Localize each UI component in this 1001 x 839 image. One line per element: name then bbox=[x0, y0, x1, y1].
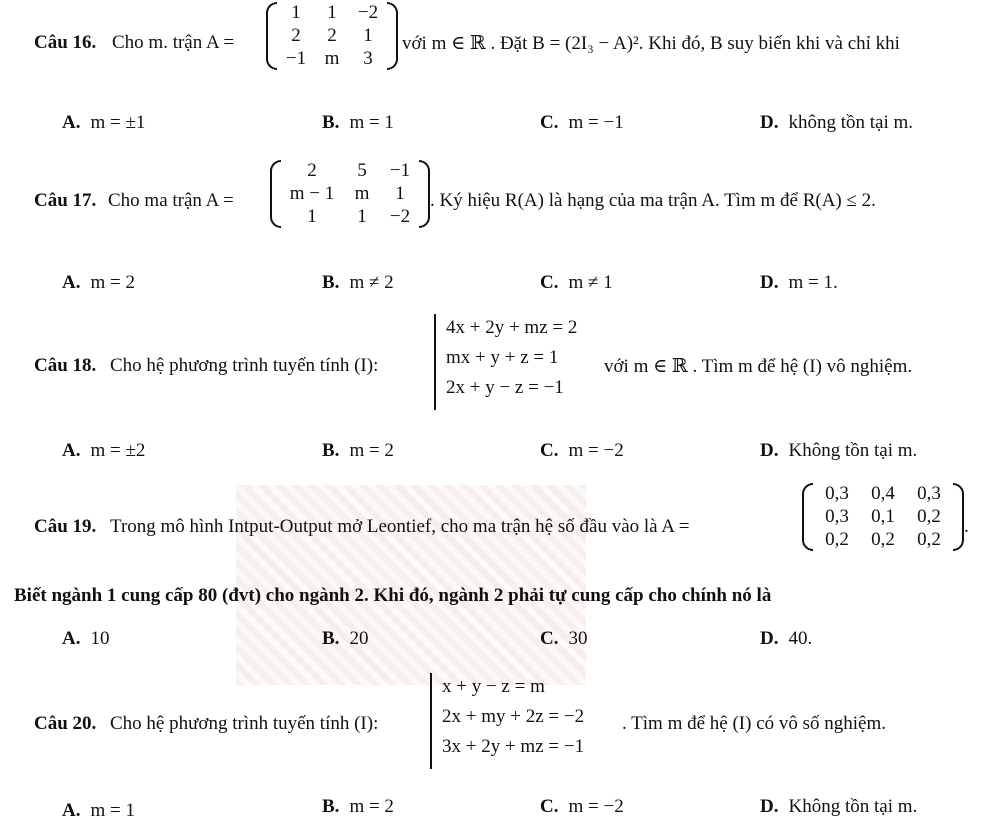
matrix-cell: m bbox=[324, 47, 340, 69]
matrix-cell: 0,2 bbox=[917, 505, 941, 527]
matrix-cell: 1 bbox=[291, 2, 301, 23]
matrix-cell: 0,3 bbox=[825, 483, 849, 504]
matrix-cell: −1 bbox=[389, 160, 411, 181]
matrix-cell: m − 1 bbox=[289, 182, 335, 204]
option-b: B. 20 bbox=[322, 628, 369, 649]
question-stem-line2: Biết ngành 1 cung cấp 80 (đvt) cho ngành 2. Khi đó, ngành 2 phải tự cung cấp cho chính nó là bbox=[14, 585, 772, 606]
option-c: C. m = −2 bbox=[540, 796, 624, 817]
equation: x + y − z = m bbox=[442, 676, 545, 697]
matrix-cell: −2 bbox=[357, 2, 379, 23]
equation: 3x + 2y + mz = −1 bbox=[442, 736, 585, 757]
matrix-cell: 1 bbox=[327, 2, 337, 23]
matrix-cell: 0,2 bbox=[871, 528, 895, 550]
option-b: B. m = 2 bbox=[322, 440, 394, 461]
question-label: Câu 18. bbox=[34, 355, 97, 376]
matrix-cell: −1 bbox=[285, 47, 307, 69]
matrix-cell: 0,1 bbox=[871, 505, 895, 527]
question-label: Câu 19. bbox=[34, 516, 97, 537]
matrix-a bbox=[282, 160, 418, 228]
option-c: C. m = −1 bbox=[540, 112, 624, 133]
matrix-cell: 0,4 bbox=[871, 483, 895, 504]
question-stem-pre: Cho m. trận A = bbox=[112, 32, 235, 53]
system-brace bbox=[430, 673, 440, 769]
option-c: C. m ≠ 1 bbox=[540, 272, 613, 293]
option-a: A. m = 1 bbox=[62, 800, 135, 821]
question-stem-pre: Cho hệ phương trình tuyến tính (I): bbox=[110, 713, 379, 734]
equation: mx + y + z = 1 bbox=[446, 347, 559, 368]
matrix-cell: 5 bbox=[357, 160, 367, 181]
equation-system bbox=[446, 316, 577, 406]
option-a: A. m = ±2 bbox=[62, 440, 146, 461]
equation: 2x + y − z = −1 bbox=[446, 377, 564, 398]
matrix-cell: 0,3 bbox=[917, 483, 941, 504]
matrix-cell: 2 bbox=[291, 24, 301, 46]
matrix-cell: −2 bbox=[389, 205, 411, 227]
matrix-cell: m bbox=[354, 182, 370, 204]
matrix-cell: 1 bbox=[363, 24, 373, 46]
question-stem-post: . Tìm m để hệ (I) có vô số nghiệm. bbox=[622, 713, 887, 734]
option-b: B. m = 1 bbox=[322, 112, 394, 133]
question-stem-post: . Ký hiệu R(A) là hạng của ma trận A. Tìm m để R(A) ≤ 2. bbox=[430, 190, 876, 211]
matrix-cell: 0,3 bbox=[825, 505, 849, 527]
question-label: Câu 17. bbox=[34, 190, 97, 211]
question-stem-post: với m ∈ ℝ . Tìm m để hệ (I) vô nghiệm. bbox=[604, 356, 913, 377]
option-a: A. m = 2 bbox=[62, 272, 135, 293]
option-d: D. Không tồn tại m. bbox=[760, 440, 918, 461]
matrix-cell: 1 bbox=[357, 205, 367, 227]
option-a: A. 10 bbox=[62, 628, 110, 649]
matrix-cell: 0,2 bbox=[825, 528, 849, 550]
equation: 4x + 2y + mz = 2 bbox=[446, 317, 578, 338]
question-stem-post: . bbox=[964, 516, 969, 537]
option-a: A. m = ±1 bbox=[62, 112, 146, 133]
matrix-cell: 0,2 bbox=[917, 528, 941, 550]
option-d: D. m = 1. bbox=[760, 272, 838, 293]
option-d: D. Không tồn tại m. bbox=[760, 796, 918, 817]
matrix-cell: 2 bbox=[307, 160, 317, 181]
question-stem-pre: Cho hệ phương trình tuyến tính (I): bbox=[110, 355, 379, 376]
system-brace bbox=[434, 314, 444, 410]
option-c: C. 30 bbox=[540, 628, 588, 649]
option-b: B. m = 2 bbox=[322, 796, 394, 817]
option-b: B. m ≠ 2 bbox=[322, 272, 394, 293]
equation: 2x + my + 2z = −2 bbox=[442, 706, 585, 727]
option-d: D. không tồn tại m. bbox=[760, 112, 914, 133]
matrix-cell: 1 bbox=[395, 182, 405, 204]
question-stem-pre: Cho ma trận A = bbox=[108, 190, 234, 211]
matrix-cell: 3 bbox=[363, 47, 373, 69]
question-label: Câu 16. bbox=[34, 32, 97, 53]
question-label: Câu 20. bbox=[34, 713, 97, 734]
question-stem-pre: Trong mô hình Intput-Output mở Leontief, cho ma trận hệ số đầu vào là A = bbox=[110, 516, 690, 537]
option-c: C. m = −2 bbox=[540, 440, 624, 461]
matrix-cell: 1 bbox=[307, 205, 317, 227]
matrix-a bbox=[814, 483, 952, 551]
matrix-cell: 2 bbox=[327, 24, 337, 46]
matrix-a bbox=[278, 2, 386, 70]
question-stem-post: với m ∈ ℝ . Đặt B = (2I₃ − A)². Khi đó, B suy biến khi và chỉ khi bbox=[402, 33, 900, 54]
option-d: D. 40. bbox=[760, 628, 813, 649]
equation-system bbox=[442, 675, 584, 765]
